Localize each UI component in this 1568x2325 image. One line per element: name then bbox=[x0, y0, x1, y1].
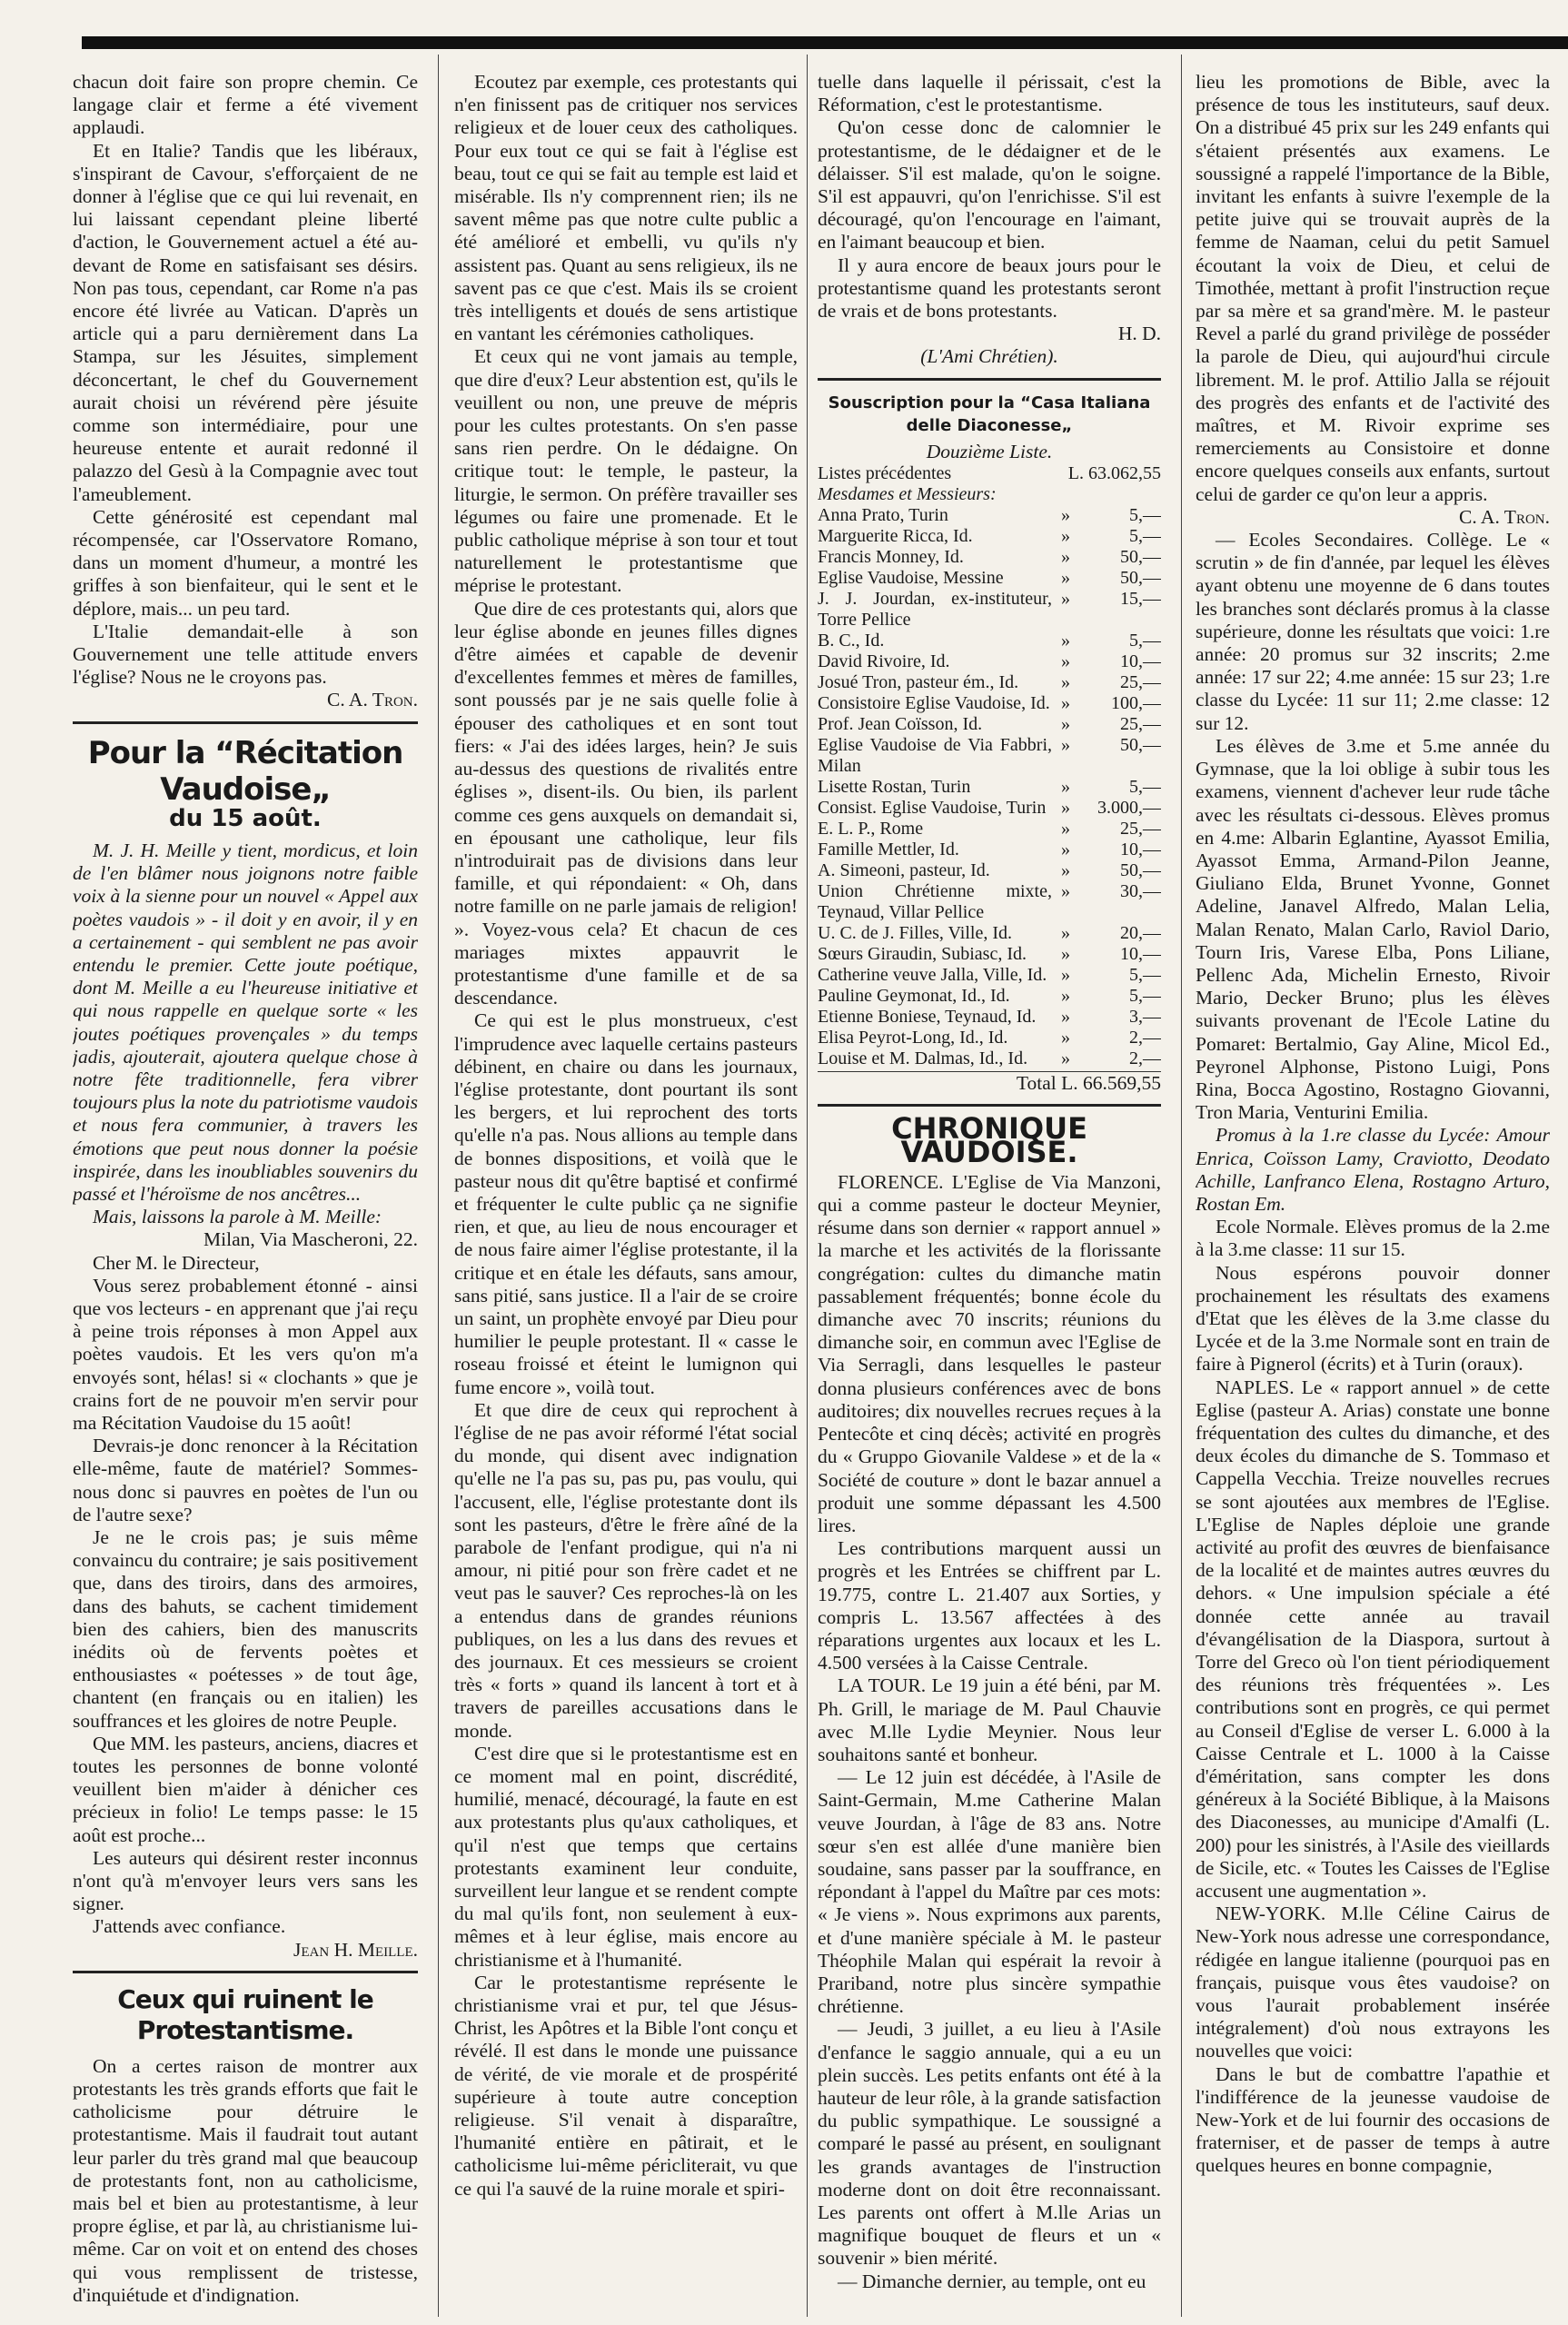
divider bbox=[818, 378, 1161, 381]
paragraph: Car le protestantisme représente le christianisme vrai et pur, tel que Jésus-Christ, les Apôtres et la Bible l'ont conçu et révélé. Il est dans le monde une puissance de vérité, de vie morale et de prospérité supérieure à toute autre conception religieuse. S'il venait à disparaître, l'humanité entière en pâtirait, et le catholicisme lui-même péricliterait, vu que ce qui l'a sauvé de la ruine morale et spiri- bbox=[454, 1971, 798, 2200]
paragraph: FLORENCE. L'Eglise de Via Manzoni, qui a comme pasteur le docteur Meynier, résume dans son dernier « rapport annuel » la marche et les activités de la florissante congrégation: cultes du dimanche matin passablement fréquentés; bonne école du dimanche avec 70 inscrits; réunions du dimanche soir, en commun avec l'Eglise de Via Serragli, dans lesquelles le pasteur donna plusieurs conférences avec de bons auditoires; dix nouvelles recrues reçues à la Pentecôte et cinq décès; activité en progrès du « Gruppo Giovanile Valdese » et de la « Société de couture » dont le bazar annuel a produit une somme dépassant les 4.500 lires. bbox=[818, 1170, 1161, 1536]
ditto-mark: » bbox=[1061, 1028, 1070, 1048]
ditto-mark: » bbox=[1061, 986, 1070, 1007]
paragraph: Que MM. les pasteurs, anciens, diacres et toutes les personnes de bonne volonté veuillent bien m'aider à dénicher ces précieux in folio! Le temps passe: le 15 août est proche... bbox=[73, 1732, 418, 1846]
table-row bbox=[818, 944, 1161, 965]
table-row bbox=[818, 819, 1161, 840]
table-row bbox=[818, 777, 1161, 798]
donation-amount: 5,— bbox=[1129, 631, 1161, 651]
subscription-table bbox=[818, 463, 1161, 1069]
paragraph: L'Italie demandait-elle à son Gouvernement une telle attitude envers l'église? Nous ne le croyons pas. bbox=[73, 620, 418, 689]
donation-amount: 50,— bbox=[1120, 547, 1161, 568]
donor-name: Consist. Eglise Vaudoise, Turin bbox=[818, 798, 1047, 819]
table-row bbox=[818, 840, 1161, 860]
subscription-total: Total L. 66.569,55 bbox=[818, 1071, 1161, 1095]
donation-amount: 30,— bbox=[1120, 881, 1161, 902]
paragraph: Cette générosité est cependant mal récompensée, car l'Osservatore Romano, dans un moment d'humeur, a montré les griffes à son bienfaiteur, qui le sent et le déplore, mais... un peu tard. bbox=[73, 505, 418, 620]
paragraph: Nous espérons pouvoir donner prochainement les résultats des examens d'Etat que les élèves de la 3.me classe du Lycée et de la 3.me Normale sont en train de faire à Pignerol (écrits) et à Turin (oraux). bbox=[1196, 1261, 1550, 1376]
ditto-mark: » bbox=[1061, 840, 1070, 860]
donor-name: Prof. Jean Coïsson, Id. bbox=[818, 714, 983, 735]
column-rule bbox=[438, 55, 439, 2317]
section-title: CHRONIQUE VAUDOISE. bbox=[891, 1111, 1087, 1169]
donor-name: A. Simeoni, pasteur, Id. bbox=[818, 860, 990, 881]
ditto-mark: » bbox=[1061, 798, 1070, 819]
table-row bbox=[818, 526, 1161, 547]
donation-amount: 5,— bbox=[1129, 777, 1161, 798]
subscription-list-number: Douzième Liste. bbox=[926, 441, 1053, 463]
ditto-mark: » bbox=[1061, 526, 1070, 547]
paragraph: lieu les promotions de Bible, avec la présence de tous les instituteurs, sauf deux. On a distribué 45 prix sur les 249 enfants qui s'étaient présentés aux examens. Le soussigné a rappelé l'importance de la Bible, invitant les enfants à suivre l'exemple de la petite juive qui se trouvait auprès de la femme de Naaman, celui du petit Samuel écoutant la voix de Dieu, et celui de Timothée, mettant à profit l'instruction reçue par sa mère et sa grand'mère. M. le pasteur Revel a parlé du grand privilège de posséder la parole de Dieu, qui aujourd'hui circule librement. M. le prof. Attilio Jalla se réjouit des progrès des enfants et de l'activité des maîtres, et M. Rivoir exprime ses remerciements au Consistoire et donne encore quelques conseils aux enfants, surtout celui de garder ce qu'on leur a appris. bbox=[1196, 71, 1550, 505]
column-3 bbox=[818, 71, 1161, 2293]
top-rule bbox=[82, 36, 1568, 49]
donor-name: Marguerite Ricca, Id. bbox=[818, 526, 973, 547]
table-row bbox=[818, 714, 1161, 735]
donation-amount: 10,— bbox=[1120, 840, 1161, 860]
table-row bbox=[818, 923, 1161, 944]
table-row bbox=[818, 986, 1161, 1007]
paragraph: NAPLES. Le « rapport annuel » de cette Eglise (pasteur A. Arias) constate une bonne fréquentation des cultes du dimanche, et des deux écoles du dimanche de S. Tommaso et Cappella Vecchia. Treize nouvelles recrues se sont ajoutées aux membres de l'Eglise. L'Eglise de Naples déploie une grande activité au profit des œuvres de bienfaisance de la localité et de maintes autres œuvres du dehors. « Une impulsion spéciale a été donnée cette année au travail d'évangélisation de la Diaspora, surtout à Torre del Greco où l'on tient périodiquement des réunions très fréquentées ». Les contributions sont en progrès, ce qui permet au Conseil d'Eglise de verser L. 6.000 à la Caisse Centrale et L. 1000 à la Caisse d'éméritation, sans compter les dons généreux à la Société Biblique, à la Maisons des Diaconesses, au municipe d'Amalfi (L. 200) pour les sinistrés, à l'Asile des vieillards de Sicile, etc. « Toutes les Caisses de l'Eglise accusent une augmentation ». bbox=[1196, 1376, 1550, 1903]
column-rule bbox=[807, 55, 808, 2317]
table-row bbox=[818, 484, 1161, 505]
paragraph: Je ne le crois pas; je suis même convaincu du contraire; je sais positivement que, dans des tiroirs, dans des armoires, dans des bahuts, se cachent timidement bien des cahiers, bien des manuscrits inédits où de fervents poètes et enthousiastes « poétesses » de tout âge, chantent (en français ou en italien) les souffrances et les gloires de notre Peuple. bbox=[73, 1525, 418, 1732]
donor-name: U. C. de J. Filles, Ville, Id. bbox=[818, 923, 1012, 944]
column-4 bbox=[1196, 71, 1550, 2178]
ditto-mark: » bbox=[1061, 735, 1070, 756]
subscription-title: Souscription pour la “Casa Italiana delle Diaconesse„ bbox=[828, 392, 1151, 435]
donor-name: Catherine veuve Jalla, Ville, Id. bbox=[818, 965, 1047, 986]
ditto-mark: » bbox=[1061, 1048, 1070, 1069]
donation-amount: 3.000,— bbox=[1097, 798, 1161, 819]
article-subtitle: du 15 août. bbox=[169, 804, 322, 832]
divider bbox=[73, 1971, 418, 1973]
donation-amount: 50,— bbox=[1120, 568, 1161, 589]
ditto-mark: » bbox=[1061, 651, 1070, 672]
ditto-mark: » bbox=[1061, 505, 1070, 526]
donor-name: Anna Prato, Turin bbox=[818, 505, 948, 526]
paragraph: Les élèves de 3.me et 5.me année du Gymnase, que la loi oblige à subir tous les examens, viennent d'achever leur rude tâche avec les résultats ci-dessous. Elèves promus en 4.me: Albarin Eglantine, Ayassot Emilia, Ayassot Emma, Armand-Pilon Jeanne, Giuliano Elda, Brunet Yvonne, Gonnet Adeline, Janavel Alfredo, Malan Lelia, Malan Renato, Malan Carlo, Raviol Dario, Tourn Iris, Varese Elba, Pons Liliane, Pellenc Ada, Michelin Ernesto, Rivoir Mario, Decker Bruno; plus les élèves suivants provenant de l'Ecole Latine du Pomaret: Bertalmio, Gay Aline, Micol Ed., Peyronel Alphonse, Pistono Luigi, Pons Rina, Bocca Agostino, Rostagno Giovanni, Tron Maria, Venturini Emilia. bbox=[1196, 734, 1550, 1124]
ditto-mark: » bbox=[1061, 860, 1070, 881]
table-row bbox=[818, 1028, 1161, 1048]
paragraph: Ecole Normale. Elèves promus de la 2.me à la 3.me classe: 11 sur 15. bbox=[1196, 1216, 1550, 1261]
ditto-mark: » bbox=[1061, 819, 1070, 840]
donor-name: David Rivoire, Id. bbox=[818, 651, 950, 672]
table-row bbox=[818, 631, 1161, 651]
donor-name: Elisa Peyrot-Long, Id., Id. bbox=[818, 1028, 1008, 1048]
table-row bbox=[818, 965, 1161, 986]
divider bbox=[73, 721, 418, 724]
donor-name: Francis Monney, Id. bbox=[818, 547, 964, 568]
table-row bbox=[818, 860, 1161, 881]
paragraph: Et que dire de ceux qui reprochent à l'église de ne pas avoir réformé l'état social du monde, qui disent avec indignation qu'elle ne l'a pas su, pas pu, pas voulu, qui l'accusent, elle, l'église protestante dont ils sont les pasteurs, d'être le frère aîné de la parabole de l'enfant prodigue, qui n'a ni amour, ni pitié pour son frère cadet et ne veut pas le sauver? Ces reproches-là on les a entendus dans de grandes réunions publiques, on les a lus dans des revues et des journaux. Et ces messieurs se croient très « forts » quand ils lancent à tort et à travers de pareilles accusations dans le monde. bbox=[454, 1398, 798, 1742]
donation-amount: 5,— bbox=[1129, 986, 1161, 1007]
signature: C. A. Tron. bbox=[327, 689, 418, 711]
column-1 bbox=[73, 71, 418, 2307]
ditto-mark: » bbox=[1061, 547, 1070, 568]
signature: Jean H. Meille. bbox=[293, 1938, 418, 1961]
table-row bbox=[818, 735, 1161, 777]
donation-amount: 25,— bbox=[1120, 819, 1161, 840]
table-row bbox=[818, 547, 1161, 568]
ditto-mark: » bbox=[1061, 693, 1070, 714]
paragraph: Les auteurs qui désirent rester inconnus n'ont qu'à m'envoyer leurs vers sans les signer. bbox=[73, 1846, 418, 1915]
table-row bbox=[818, 881, 1161, 923]
donor-name: B. C., Id. bbox=[818, 631, 885, 651]
donor-name: Sœurs Giraudin, Subiasc, Id. bbox=[818, 944, 1027, 965]
donation-amount: 20,— bbox=[1120, 923, 1161, 944]
donor-name: Consistoire Eglise Vaudoise, Id. bbox=[818, 693, 1050, 714]
column-2 bbox=[454, 71, 798, 2201]
table-row bbox=[818, 568, 1161, 589]
ditto-mark: » bbox=[1061, 944, 1070, 965]
donor-name: E. L. P., Rome bbox=[818, 819, 924, 840]
paragraph: Et en Italie? Tandis que les libéraux, s'inspirant de Cavour, s'efforçaient de ne donner à l'église que ce qui lui revenait, en lui laissant cependant pleine liberté d'action, le Gouvernement actuel a été au-devant de Rome en satisfaisant ses désirs. Non pas tous, cependant, car Rome n'a pas encore été livrée au Vatican. D'après un article qui a paru dernièrement dans La Stampa, sur les Jésuites, simplement déconcertant, le chef du Gouvernement aurait choisi un révérend père jésuite comme son intermédiaire, pour une heureuse entente et aurait redonné il palazzo del Gesù à la Compagnie avec tout l'ameublement. bbox=[73, 139, 418, 505]
table-row bbox=[818, 672, 1161, 693]
paragraph: LA TOUR. Le 19 juin a été béni, par M. Ph. Grill, le mariage de M. Paul Chauvie avec M.lle Lydie Meynier. Nous leur souhaitons santé et bonheur. bbox=[818, 1674, 1161, 1765]
donation-amount: 25,— bbox=[1120, 714, 1161, 735]
donor-name: Etienne Boniese, Teynaud, Id. bbox=[818, 1007, 1037, 1028]
donation-amount: 10,— bbox=[1120, 651, 1161, 672]
ditto-mark: » bbox=[1061, 1007, 1070, 1028]
table-cell: Listes précédentes bbox=[818, 463, 952, 484]
paragraph: J'attends avec confiance. bbox=[93, 1915, 286, 1938]
divider bbox=[818, 1104, 1161, 1107]
ditto-mark: » bbox=[1061, 965, 1070, 986]
ditto-mark: » bbox=[1061, 714, 1070, 735]
paragraph: tuelle dans laquelle il périssait, c'est la Réformation, c'est le protestantisme. bbox=[818, 71, 1161, 116]
source-credit: (L'Ami Chrétien). bbox=[920, 345, 1058, 368]
donor-name: Famille Mettler, Id. bbox=[818, 840, 959, 860]
paragraph: — Jeudi, 3 juillet, a eu lieu à l'Asile d'enfance le saggio annuale, qui a eu un plein succès. Les petits enfants ont été à la hauteur de leur rôle, à la grande satisfaction du public sympathique. Le soussigné a comparé le passé au présent, en soulignant les grands avantages de l'instruction moderne dont on doit être reconnaissant. Les parents ont offert à M.lle Arias un magnifique bouquet de fleurs et un « souvenir » bien mérité. bbox=[818, 2018, 1161, 2270]
paragraph: Les contributions marquent aussi un progrès et les Entrées se chiffrent par L. 19.775, contre L. 21.407 aux Sorties, y compris L. 13.567 affectées à des réparations urgentes aux locaux et les L. 4.500 versées à la Caisse Centrale. bbox=[818, 1537, 1161, 1674]
table-cell: L. 63.062,55 bbox=[1067, 463, 1161, 484]
table-row bbox=[818, 505, 1161, 526]
paragraph: NEW-YORK. M.lle Céline Cairus de New-York nous adresse une correspondance, rédigée en langue italienne (pourquoi pas en français, puisque vous êtes vaudoise? on vous l'aurait probablement insérée intégralement) d'où nous extrayons les nouvelles que voici: bbox=[1196, 1903, 1550, 2062]
table-row bbox=[818, 651, 1161, 672]
donation-amount: 5,— bbox=[1129, 505, 1161, 526]
paragraph: Et ceux qui ne vont jamais au temple, que dire d'eux? Leur abstention est, qu'ils le veuillent ou non, une preuve de mépris pour les cultes protestants. On s'en passe sans rien perdre. On le dédaigne. On critique tout: le temple, le pasteur, la liturgie, le sermon. On préfère travailler ses légumes ou faire une promenade. Et le public catholique méprise à son tour et tout naturellement le protestantisme que méprise le protestant. bbox=[454, 345, 798, 597]
paragraph: — Ecoles Secondaires. Collège. Le « scrutin » de fin d'année, par lequel les élèves ayant obtenu une moyenne de 6 dans toutes les branches sont déclarés promus à la classe supérieure, donne les résultats que voici: 1.re année: 20 promus sur 32 inscrits; 2.me année: 17 sur 22; 4.me année: 15 sur 23; 1.re classe du Lycée: 11 sur 11; 2.me classe: 12 sur 12. bbox=[1196, 529, 1550, 734]
table-row bbox=[818, 798, 1161, 819]
salutation: Cher M. le Directeur, bbox=[93, 1251, 260, 1274]
ditto-mark: » bbox=[1061, 568, 1070, 589]
ditto-mark: » bbox=[1061, 631, 1070, 651]
paragraph: On a certes raison de montrer aux protestants les très grands efforts que fait le catholicisme pour détruire le protestantisme. Mais il faudrait tout autant leur parler du très grand mal que beaucoup de protestants font, non au catholicisme, mais bel et bien au protestantisme, à leur propre église, et par là, au christianisme lui-même. Car on voit et on entend des choses qui vous remplissent de tristesse, d'inquiétude et d'indignation. bbox=[73, 2054, 418, 2306]
paragraph: Il y aura encore de beaux jours pour le protestantisme quand les protestants seront de vrais et de bons protestants. bbox=[818, 253, 1161, 323]
donation-amount: 50,— bbox=[1120, 735, 1161, 756]
donation-amount: 5,— bbox=[1129, 965, 1161, 986]
donor-name: Eglise Vaudoise, Messine bbox=[818, 568, 1004, 589]
paragraph: C'est dire que si le protestantisme est en ce moment mal en point, discrédité, humilié, menacé, découragé, la faute en est aux protestants plus qu'aux catholiques, et qu'il n'est que temps que certains protestants examinent leur conduite, surveillent leur langue et se rendent compte du mal qu'ils font, non seulement à eux-mêmes et à leur église, mais encore au christianisme et à l'humanité. bbox=[454, 1742, 798, 1971]
paragraph: Devrais-je donc renoncer à la Récitation elle-même, faute de matériel? Sommes-nous donc si pauvres en poètes de l'un ou de l'autre sexe? bbox=[73, 1435, 418, 1525]
paragraph: Promus à la 1.re classe du Lycée: Amour Enrica, Coïsson Lamy, Craviotto, Deodato Achille, Lanfranco Elena, Rostagno Arturo, Rostan Em. bbox=[1196, 1124, 1550, 1215]
paragraph: — Dimanche dernier, au temple, ont eu bbox=[838, 2270, 1146, 2292]
article-title: Ceux qui ruinent le Protestantisme. bbox=[117, 1983, 373, 2045]
paragraph: Vous serez probablement étonné - ainsi que vos lecteurs - en apprenant que j'ai reçu à peine trois réponses à mon Appel aux poètes vaudois. Et les vers qu'on m'a envoyés sont, hélas! si « clochants » que je crains fort de ne pouvoir m'en servir pour ma Récitation Vaudoise du 15 août! bbox=[73, 1274, 418, 1434]
paragraph: Qu'on cesse donc de calomnier le protestantisme, de le dédaigner et de le délaisser. S'il est malade, qu'on le soigne. S'il est appauvri, qu'on l'enrichisse. S'il est découragé, qu'on l'encourage en l'aimant, en l'aimant beaucoup et bien. bbox=[818, 116, 1161, 253]
paragraph: Dans le but de combattre l'apathie et l'indifférence de la jeunesse vaudoise de New-York et de lui fournir des occasions de fraterniser, et de passer de temps à autre quelques heures en bonne compagnie, bbox=[1196, 2062, 1550, 2177]
donation-amount: 15,— bbox=[1120, 589, 1161, 610]
donation-amount: 3,— bbox=[1129, 1007, 1161, 1028]
intro-paragraph: M. J. H. Meille y tient, mordicus, et loin de l'en blâmer nous joignons notre faible voix à la sienne pour un nouvel « Appel aux poètes vaudois » - il doit y en avoir, il y en a certainement - qui semblent ne pas avoir entendu le premier. Cette joute poétique, dont M. Meille a eu l'heureuse initiative et qui nous rappelle en quelque sorte « les joutes poétiques provençales » du temps jadis, ajouterait, ajoutera quelque chose à notre fête traditionnelle, fera vibrer toujours plus la note du patriotisme vaudois et nous fera communier, à travers les émotions que peut nous donner la poésie inspirée, dans les inoubliables souvenirs du passé et l'héroïsme de nos ancêtres... bbox=[73, 839, 418, 1205]
ditto-mark: » bbox=[1061, 777, 1070, 798]
donor-name: Josué Tron, pasteur ém., Id. bbox=[818, 672, 1019, 693]
donation-amount: 5,— bbox=[1129, 526, 1161, 547]
donation-amount: 50,— bbox=[1120, 860, 1161, 881]
table-cell: Mesdames et Messieurs: bbox=[818, 484, 997, 505]
paragraph: Que dire de ces protestants qui, alors que leur église abonde en jeunes filles dignes d'être aimées et capable de devenir d'excellentes femmes et mères de familles, sont poussés par je ne sais quelle folie à épouser des catholiques et en sont tout fiers: « J'ai des idées larges, hein? Je suis au-dessus des questions de rivalités entre églises », disent-ils. Ou bien, ils parlent comme ces gens auxquels on demandait si, en épousant une catholique, leur fils n'introduirait pas de divisions dans leur famille, et qui répondaient: « Oh, dans notre famille on ne parle jamais de religion! ». Voyez-vous cela? Et chacun de ces mariages mixtes appauvrit le protestantisme d'une famille et de sa descendance. bbox=[454, 597, 798, 1009]
donor-name: Eglise Vaudoise de Via Fabbri, Milan bbox=[818, 735, 1052, 777]
ditto-mark: » bbox=[1061, 881, 1070, 902]
paragraph: Ce qui est le plus monstrueux, c'est l'imprudence avec laquelle certains pasteurs débinent, en chaire ou dans les journaux, l'église protestante, dont pourtant ils sont les bergers, et lui reprochent des torts qu'elle n'a pas. Nous allions au temple dans de bonnes dispositions, et voilà que le pasteur nous dit qu'être baptisé et confirmé et fréquenter le culte public ça ne signifie rien, et que, au lieu de nous encourager et de nous faire aimer l'église protestante, il la critique et en étale les défauts, sans amour, sans pitié, sans justice. Il a l'air de se croire un saint, un prophète envoyé par Dieu pour humilier le peuple protestant. Il « casse le roseau froissé et éteint le lumignon qui fume encore », voilà tout. bbox=[454, 1009, 798, 1398]
donor-name: Louise et M. Dalmas, Id., Id. bbox=[818, 1048, 1028, 1069]
table-row bbox=[818, 1048, 1161, 1069]
ditto-mark: » bbox=[1061, 589, 1070, 610]
table-row bbox=[818, 589, 1161, 631]
paragraph: chacun doit faire son propre chemin. Ce langage clair et ferme a été vivement applaudi. bbox=[73, 71, 418, 139]
article-title: Pour la “Récitation Vaudoise„ bbox=[87, 734, 403, 808]
donation-amount: 10,— bbox=[1120, 944, 1161, 965]
table-row bbox=[818, 463, 1161, 484]
ditto-mark: » bbox=[1061, 923, 1070, 944]
donor-name: Pauline Geymonat, Id., Id. bbox=[818, 986, 1010, 1007]
donor-name: Union Chrétienne mixte, Teynaud, Villar Pellice bbox=[818, 881, 1052, 923]
ditto-mark: » bbox=[1061, 672, 1070, 693]
intro-paragraph: Mais, laissons la parole à M. Meille: bbox=[93, 1206, 382, 1228]
donation-amount: 2,— bbox=[1129, 1048, 1161, 1069]
paragraph: Ecoutez par exemple, ces protestants qui n'en finissent pas de critiquer nos services religieux et de louer ceux des catholiques. Pour eux tout ce qui se fait à l'église est beau, tout ce qui se fait au temple est laid et misérable. Ils n'y comprennent rien; ils ne savent même pas que notre culte public a été amélioré et embelli, vu qu'ils n'y assistent pas. Quant au sens religieux, ils ne savent pas ce que c'est. Mais ils se croient très intelligents et doués de sens artistique en vantant les cérémonies catholiques. bbox=[454, 71, 798, 345]
column-rule bbox=[1181, 55, 1182, 2317]
paragraph: — Le 12 juin est décédée, à l'Asile de Saint-Germain, M.me Catherine Malan veuve Jourdan, à l'âge de 83 ans. Notre sœur s'en est allée d'une manière bien soudaine, sans passer par la souffrance, en répondant à l'appel du Maître par ces mots: « Je viens ». Nous exprimons aux parents, et d'une manière spéciale à M. le pasteur Théophile Malan qui espérait la revoir à Prariband, notre plus sincère sympathie chrétienne. bbox=[818, 1766, 1161, 2018]
dateline: Milan, Via Mascheroni, 22. bbox=[203, 1228, 418, 1251]
donation-amount: 25,— bbox=[1120, 672, 1161, 693]
signature: H. D. bbox=[1117, 323, 1161, 345]
donor-name: J. J. Jourdan, ex-instituteur, Torre Pellice bbox=[818, 589, 1052, 631]
donation-amount: 2,— bbox=[1129, 1028, 1161, 1048]
donation-amount: 100,— bbox=[1111, 693, 1161, 714]
table-row bbox=[818, 1007, 1161, 1028]
table-row bbox=[818, 693, 1161, 714]
donor-name: Lisette Rostan, Turin bbox=[818, 777, 971, 798]
signature: C. A. Tron. bbox=[1459, 505, 1550, 528]
